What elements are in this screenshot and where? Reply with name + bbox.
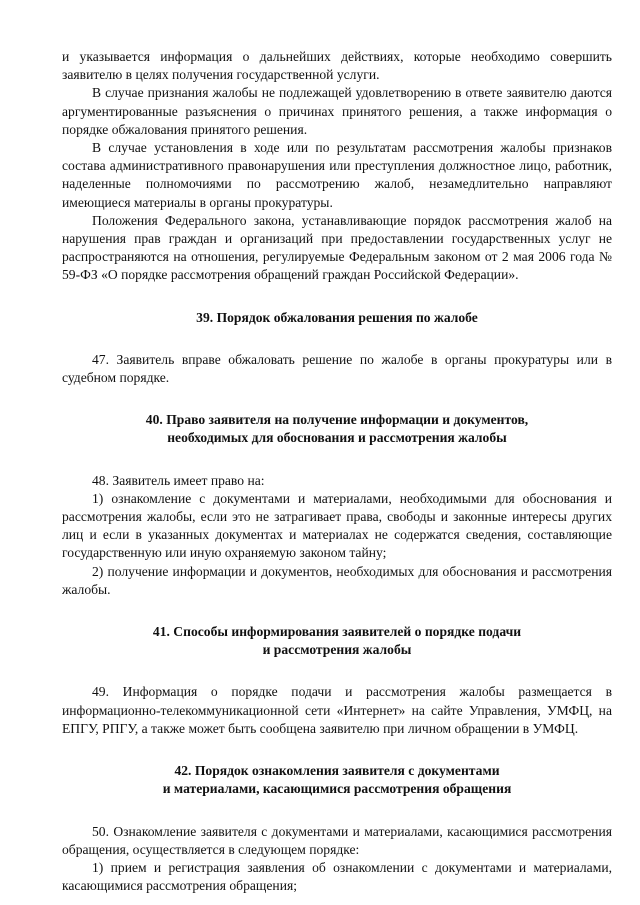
section-40-heading-line-2: необходимых для обоснования и рассмотрения жалобы xyxy=(167,430,507,446)
section-42-heading-line-1: 42. Порядок ознакомления заявителя с документами xyxy=(174,763,500,779)
paragraph-49: 49. Информация о порядке подачи и рассмотрения жалобы размещается в информационно-телекоммуникационной сети «Интернет» на сайте Управления, УМФЦ, на ЕПГУ, РПГУ, а также может быть сообщена заявителю при личном обращении в УМФЦ. xyxy=(62,684,612,736)
paragraph-violation-referral: В случае установления в ходе или по результатам рассмотрения жалобы признаков состава административного правонарушения или преступления должностное лицо, работник, наделенные полномочиями по рассмотрению жалоб, незамедлительно направляют имеющиеся материалы в органы прокуратуры. xyxy=(62,140,612,210)
paragraph-47: 47. Заявитель вправе обжаловать решение по жалобе в органы прокуратуры или в судебном порядке. xyxy=(62,351,612,386)
section-42-heading-line-2: и материалами, касающимися рассмотрения обращения xyxy=(162,781,512,797)
paragraph-federal-law-note: Положения Федерального закона, устанавливающие порядок рассмотрения жалоб на нарушения прав граждан и организаций при предоставлении государственных услуг не распространяются на отношения, регулируемые Федеральным законом от 2 мая 2006 года № 59-ФЗ «О порядке рассмотрения обращений граждан Российской Федерации». xyxy=(62,212,612,283)
section-40-heading-line-1: 40. Право заявителя на получение информации и документов, xyxy=(145,412,529,428)
paragraph-48-item-2: 2) получение информации и документов, необходимых для обоснования и рассмотрения жалобы. xyxy=(62,563,612,597)
section-39-heading: 39. Порядок обжалования решения по жалобе xyxy=(196,309,478,325)
section-40-heading xyxy=(62,411,612,447)
paragraph-50-item-1: 1) прием и регистрация заявления об ознакомлении с документами и материалами, касающимися рассмотрения обращения; xyxy=(62,859,612,894)
section-42-heading xyxy=(62,762,612,798)
paragraph-48: 48. Заявитель имеет право на: xyxy=(92,472,265,488)
paragraph-48-item-1: 1) ознакомление с документами и материалами, необходимыми для обоснования и рассмотрения жалобы, если это не затрагивает права, свободы и законные интересы других лиц и если в указанных документах и материалах не содержатся сведения, составляющие государственную или иную охраняемую законом тайну; xyxy=(62,490,612,561)
paragraph-50: 50. Ознакомление заявителя с документами и материалами, касающимися рассмотрения обращения, осуществляется в следующем порядке: xyxy=(62,823,612,857)
paragraph-rejection-explanation: В случае признания жалобы не подлежащей удовлетворению в ответе заявителю даются аргументированные разъяснения о причинах принятого решения, а также информация о порядке обжалования принятого решения. xyxy=(62,85,612,137)
section-41-heading-line-2: и рассмотрения жалобы xyxy=(262,642,412,658)
paragraph-intro-continuation: и указывается информация о дальнейших действиях, которые необходимо совершить заявителю в целях получения государственной услуги. xyxy=(62,49,612,83)
section-41-heading xyxy=(62,623,612,659)
section-41-heading-line-1: 41. Способы информирования заявителей о порядке подачи xyxy=(152,624,522,640)
